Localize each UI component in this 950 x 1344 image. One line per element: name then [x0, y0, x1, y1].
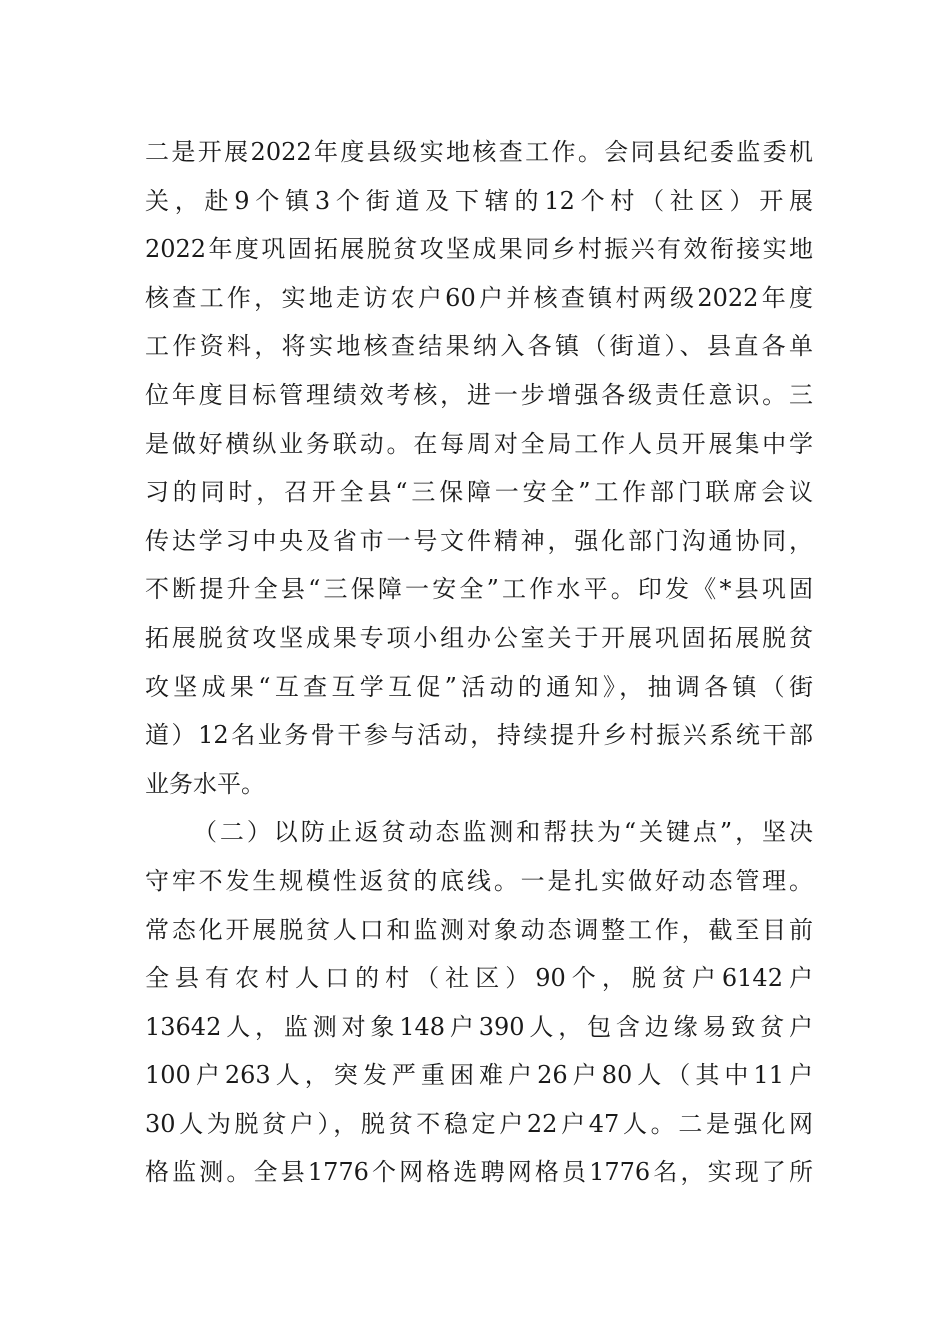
text-line: 位年度目标管理绩效考核，进一步增强各级责任意识。三: [145, 380, 813, 409]
text-line: 不断提升全县“三保障一安全”工作水平。印发《*县巩固: [145, 575, 813, 604]
text-line: 攻坚成果“互查互学互促”活动的通知》，抽调各镇（街: [145, 672, 813, 701]
text-line: 100户263人，突发严重困难户26户80人（其中11户: [145, 1061, 813, 1090]
text-line: 二是开展2022年度县级实地核查工作。会同县纪委监委机: [145, 138, 813, 166]
text-line: 拓展脱贫攻坚成果专项小组办公室关于开展巩固拓展脱贫: [145, 623, 813, 652]
section-heading-line: （二）以防止返贫动态监测和帮扶为“关键点”，坚决: [193, 818, 813, 847]
text-line: 13642人，监测对象148户390人，包含边缘易致贫户: [145, 1012, 813, 1041]
text-line: 核查工作，实地走访农户60户并核查镇村两级2022年度: [145, 283, 813, 312]
text-line: 业务水平。: [145, 769, 265, 798]
text-line: 常态化开展脱贫人口和监测对象动态调整工作，截至目前: [145, 915, 813, 944]
text-line: 30人为脱贫户），脱贫不稳定户22户47人。二是强化网: [145, 1109, 813, 1138]
text-line: 工作资料，将实地核查结果纳入各镇（街道）、县直各单: [145, 332, 813, 361]
text-line: 全县有农村人口的村（社区）90个，脱贫户6142户: [145, 964, 813, 993]
text-line: 习的同时，召开全县“三保障一安全”工作部门联席会议: [145, 478, 813, 507]
text-line: 是做好横纵业务联动。在每周对全局工作人员开展集中学: [145, 429, 813, 458]
text-line: 格监测。全县1776个网格选聘网格员1776名，实现了所: [145, 1158, 813, 1187]
text-line: 道）12名业务骨干参与活动，持续提升乡村振兴系统干部: [145, 721, 813, 750]
body-text: [145, 128, 813, 1197]
text-line: 关，赴9个镇3个街道及下辖的12个村（社区）开展: [145, 186, 813, 215]
text-line: 守牢不发生规模性返贫的底线。一是扎实做好动态管理。: [145, 866, 813, 895]
text-line: 2022年度巩固拓展脱贫攻坚成果同乡村振兴有效衔接实地: [145, 235, 813, 264]
text-line: 传达学习中央及省市一号文件精神，强化部门沟通协同，: [145, 526, 813, 555]
